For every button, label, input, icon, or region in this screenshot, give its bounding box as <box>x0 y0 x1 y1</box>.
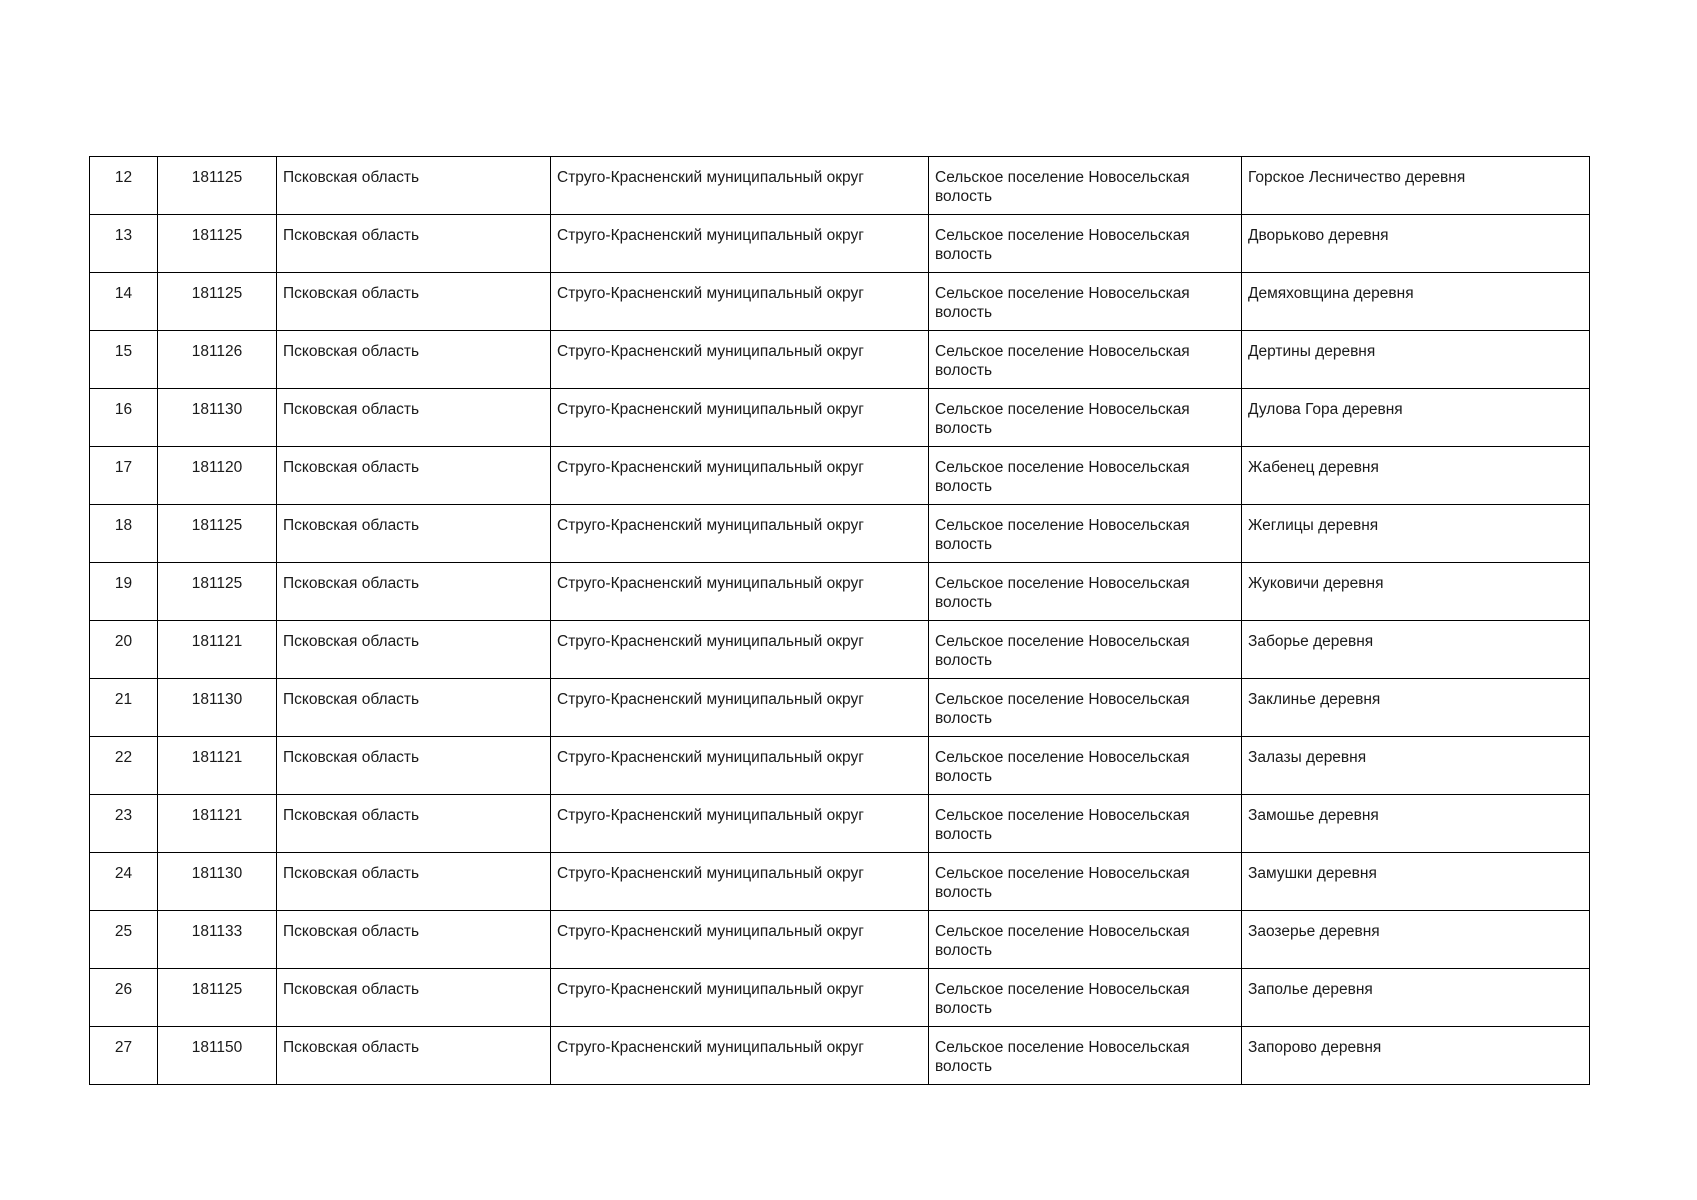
district-cell: Струго-Красненский муниципальный округ <box>551 911 929 969</box>
district-cell: Струго-Красненский муниципальный округ <box>551 389 929 447</box>
postal-index-cell: 181125 <box>158 969 277 1027</box>
table-row <box>90 969 1590 1027</box>
district-cell: Струго-Красненский муниципальный округ <box>551 969 929 1027</box>
region-cell: Псковская область <box>277 621 551 679</box>
region-cell: Псковская область <box>277 563 551 621</box>
locality-cell: Замушки деревня <box>1242 853 1590 911</box>
row-number-cell: 22 <box>90 737 158 795</box>
row-number-cell: 17 <box>90 447 158 505</box>
settlement-cell: Сельское поселение Новосельская волость <box>929 679 1242 737</box>
locality-cell: Горское Лесничество деревня <box>1242 157 1590 215</box>
locality-cell: Заполье деревня <box>1242 969 1590 1027</box>
row-number-cell: 14 <box>90 273 158 331</box>
postal-index-cell: 181125 <box>158 273 277 331</box>
table-row <box>90 447 1590 505</box>
settlement-cell: Сельское поселение Новосельская волость <box>929 273 1242 331</box>
region-cell: Псковская область <box>277 795 551 853</box>
postal-index-cell: 181121 <box>158 737 277 795</box>
settlement-cell: Сельское поселение Новосельская волость <box>929 795 1242 853</box>
settlement-cell: Сельское поселение Новосельская волость <box>929 447 1242 505</box>
locality-cell: Замошье деревня <box>1242 795 1590 853</box>
locality-cell: Заозерье деревня <box>1242 911 1590 969</box>
table-row <box>90 1027 1590 1085</box>
locality-cell: Дертины деревня <box>1242 331 1590 389</box>
district-cell: Струго-Красненский муниципальный округ <box>551 505 929 563</box>
region-cell: Псковская область <box>277 157 551 215</box>
table-row <box>90 911 1590 969</box>
postal-index-cell: 181121 <box>158 621 277 679</box>
district-cell: Струго-Красненский муниципальный округ <box>551 621 929 679</box>
settlements-table-body <box>90 157 1590 1085</box>
settlement-cell: Сельское поселение Новосельская волость <box>929 505 1242 563</box>
district-cell: Струго-Красненский муниципальный округ <box>551 447 929 505</box>
district-cell: Струго-Красненский муниципальный округ <box>551 737 929 795</box>
table-row <box>90 389 1590 447</box>
region-cell: Псковская область <box>277 215 551 273</box>
locality-cell: Залазы деревня <box>1242 737 1590 795</box>
locality-cell: Демяховщина деревня <box>1242 273 1590 331</box>
postal-index-cell: 181120 <box>158 447 277 505</box>
district-cell: Струго-Красненский муниципальный округ <box>551 563 929 621</box>
postal-index-cell: 181125 <box>158 563 277 621</box>
region-cell: Псковская область <box>277 737 551 795</box>
settlement-cell: Сельское поселение Новосельская волость <box>929 737 1242 795</box>
locality-cell: Дворьково деревня <box>1242 215 1590 273</box>
region-cell: Псковская область <box>277 389 551 447</box>
row-number-cell: 27 <box>90 1027 158 1085</box>
settlement-cell: Сельское поселение Новосельская волость <box>929 853 1242 911</box>
locality-cell: Запорово деревня <box>1242 1027 1590 1085</box>
region-cell: Псковская область <box>277 505 551 563</box>
settlement-cell: Сельское поселение Новосельская волость <box>929 157 1242 215</box>
locality-cell: Заклинье деревня <box>1242 679 1590 737</box>
postal-index-cell: 181150 <box>158 1027 277 1085</box>
table-row <box>90 795 1590 853</box>
postal-index-cell: 181130 <box>158 853 277 911</box>
postal-index-cell: 181125 <box>158 215 277 273</box>
postal-index-cell: 181126 <box>158 331 277 389</box>
region-cell: Псковская область <box>277 853 551 911</box>
district-cell: Струго-Красненский муниципальный округ <box>551 157 929 215</box>
locality-cell: Жабенец деревня <box>1242 447 1590 505</box>
row-number-cell: 15 <box>90 331 158 389</box>
table-row <box>90 563 1590 621</box>
locality-cell: Дулова Гора деревня <box>1242 389 1590 447</box>
table-row <box>90 331 1590 389</box>
row-number-cell: 12 <box>90 157 158 215</box>
settlement-cell: Сельское поселение Новосельская волость <box>929 911 1242 969</box>
postal-index-cell: 181133 <box>158 911 277 969</box>
postal-index-cell: 181121 <box>158 795 277 853</box>
settlement-cell: Сельское поселение Новосельская волость <box>929 1027 1242 1085</box>
table-row <box>90 621 1590 679</box>
table-row <box>90 679 1590 737</box>
table-row <box>90 853 1590 911</box>
district-cell: Струго-Красненский муниципальный округ <box>551 853 929 911</box>
row-number-cell: 26 <box>90 969 158 1027</box>
region-cell: Псковская область <box>277 1027 551 1085</box>
district-cell: Струго-Красненский муниципальный округ <box>551 273 929 331</box>
region-cell: Псковская область <box>277 447 551 505</box>
district-cell: Струго-Красненский муниципальный округ <box>551 679 929 737</box>
row-number-cell: 19 <box>90 563 158 621</box>
settlement-cell: Сельское поселение Новосельская волость <box>929 621 1242 679</box>
settlements-table <box>89 156 1590 1085</box>
row-number-cell: 25 <box>90 911 158 969</box>
settlement-cell: Сельское поселение Новосельская волость <box>929 563 1242 621</box>
settlement-cell: Сельское поселение Новосельская волость <box>929 389 1242 447</box>
row-number-cell: 24 <box>90 853 158 911</box>
region-cell: Псковская область <box>277 969 551 1027</box>
settlement-cell: Сельское поселение Новосельская волость <box>929 331 1242 389</box>
locality-cell: Жуковичи деревня <box>1242 563 1590 621</box>
row-number-cell: 21 <box>90 679 158 737</box>
postal-index-cell: 181130 <box>158 389 277 447</box>
row-number-cell: 23 <box>90 795 158 853</box>
row-number-cell: 16 <box>90 389 158 447</box>
table-row <box>90 505 1590 563</box>
district-cell: Струго-Красненский муниципальный округ <box>551 215 929 273</box>
district-cell: Струго-Красненский муниципальный округ <box>551 331 929 389</box>
table-row <box>90 737 1590 795</box>
district-cell: Струго-Красненский муниципальный округ <box>551 795 929 853</box>
table-row <box>90 215 1590 273</box>
postal-index-cell: 181125 <box>158 157 277 215</box>
row-number-cell: 18 <box>90 505 158 563</box>
postal-index-cell: 181130 <box>158 679 277 737</box>
table-row <box>90 273 1590 331</box>
region-cell: Псковская область <box>277 331 551 389</box>
region-cell: Псковская область <box>277 911 551 969</box>
row-number-cell: 13 <box>90 215 158 273</box>
settlement-cell: Сельское поселение Новосельская волость <box>929 215 1242 273</box>
settlement-cell: Сельское поселение Новосельская волость <box>929 969 1242 1027</box>
locality-cell: Заборье деревня <box>1242 621 1590 679</box>
district-cell: Струго-Красненский муниципальный округ <box>551 1027 929 1085</box>
row-number-cell: 20 <box>90 621 158 679</box>
region-cell: Псковская область <box>277 679 551 737</box>
table-row <box>90 157 1590 215</box>
postal-index-cell: 181125 <box>158 505 277 563</box>
locality-cell: Жеглицы деревня <box>1242 505 1590 563</box>
region-cell: Псковская область <box>277 273 551 331</box>
